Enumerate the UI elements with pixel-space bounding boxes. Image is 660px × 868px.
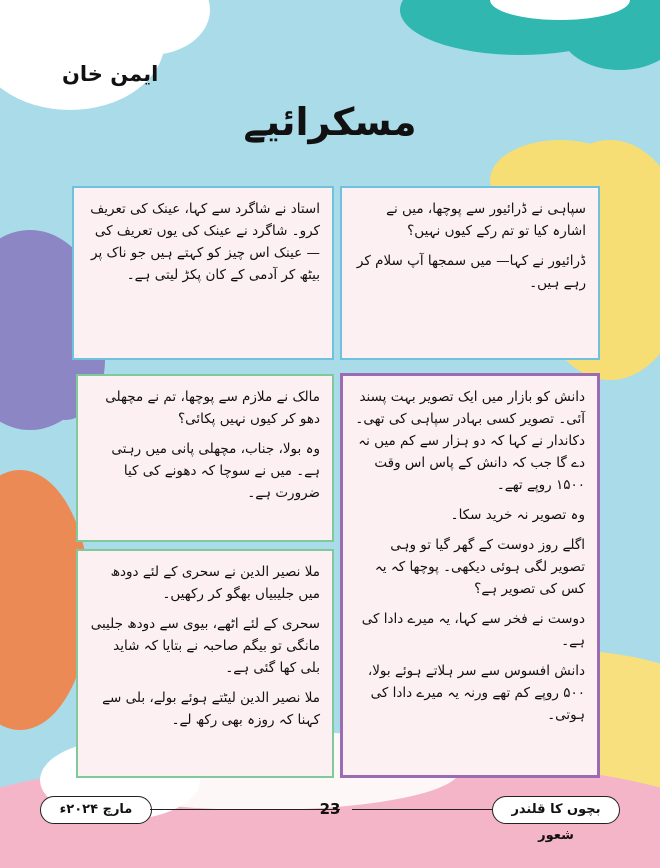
joke-paragraph: ڈرائیور نے کہا— میں سمجھا آپ سلام کر رہے ہیں۔ [356, 253, 586, 291]
joke-paragraph: ملا نصیر الدین لیٹتے ہوئے بولے، بلی سے کہنا کہ روزہ بھی رکھ لے۔ [102, 690, 320, 728]
joke-paragraph: استاد نے شاگرد سے کہا، عینک کی تعریف کرو۔ شاگرد نے عینک کی یوں تعریف کی — عینک اس چیز کو کہتے ہیں جو ناک پر بیٹھ کر آدمی کے کان پکڑ لیتی ہے۔ [90, 201, 320, 283]
joke-paragraph: سپاہی نے ڈرائیور سے پوچھا، میں نے اشارہ کیا تو تم رکے کیوں نہیں؟ [386, 201, 586, 239]
issue-date: مارچ ۲۰۲۴ء [40, 796, 152, 824]
joke-paragraph: ملا نصیر الدین نے سحری کے لئے دودھ میں جلیبیاں بھگو کر رکھیں۔ [110, 564, 320, 602]
joke-box-4 [76, 549, 334, 778]
joke-paragraph: مالک نے ملازم سے پوچھا، تم نے مچھلی دھو کر کیوں نہیں پکائی؟ [105, 389, 320, 427]
page-footer [40, 790, 620, 843]
joke-box-2 [72, 186, 334, 360]
joke-paragraph: سحری کے لئے اٹھے، بیوی سے دودھ جلیبی مانگی تو بیگم صاحبہ نے بتایا کہ شاید بلی کھا گئی ہے۔ [90, 616, 320, 676]
joke-box-5 [340, 373, 600, 778]
joke-box-3 [76, 374, 334, 542]
author-name: ایمن خان [62, 62, 159, 86]
page-title: مسکرائیے [243, 100, 417, 144]
joke-paragraph: وہ تصویر نہ خرید سکا۔ [450, 507, 585, 523]
joke-box-1 [340, 186, 600, 360]
joke-paragraph: دانش افسوس سے سر ہلاتے ہوئے بولا، ۵۰۰ روپے کم تھے ورنہ یہ میرے دادا کی ہوتی۔ [367, 663, 585, 723]
joke-paragraph: اگلے روز دوست کے گھر گیا تو وہی تصویر لگی ہوئی دیکھی۔ پوچھا کہ یہ کس کی تصویر ہے؟ [374, 537, 585, 597]
joke-paragraph: وہ بولا، جناب، مچھلی پانی میں رہتی ہے۔ میں نے سوچا کہ دھونے کی کیا ضرورت ہے۔ [111, 441, 320, 501]
footer-rule-right [352, 809, 492, 810]
joke-paragraph: دوست نے فخر سے کہا، یہ میرے دادا کی ہے۔ [361, 611, 585, 649]
magazine-name: بچوں کا قلندر شعور [492, 796, 620, 824]
page-number: 23 [319, 800, 341, 818]
joke-paragraph: دانش کو بازار میں ایک تصویر بہت پسند آئی۔ تصویر کسی بہادر سپاہی کی تھی۔ دکاندار نے کہا کہ دو ہزار سے کم میں نہ دے گا جب کہ دانش کے پاس اس وقت ۱۵۰۰ روپے تھے۔ [355, 389, 585, 493]
